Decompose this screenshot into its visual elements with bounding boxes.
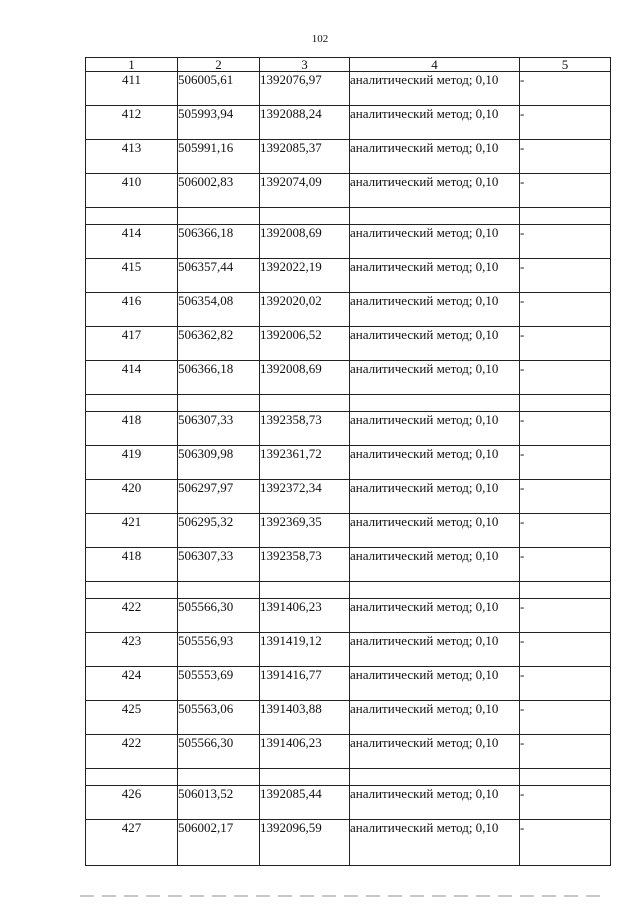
- method-accuracy-cell: аналитический метод; 0,10: [350, 667, 520, 701]
- empty-cell: [86, 582, 178, 599]
- y-coordinate-cell: 1392008,69: [260, 225, 350, 259]
- table-row: [86, 225, 611, 259]
- table-row: [86, 514, 611, 548]
- point-number-cell: 418: [86, 548, 178, 582]
- x-coordinate-cell: 506307,33: [178, 412, 260, 446]
- empty-cell: [178, 208, 260, 225]
- x-coordinate-cell: 505991,16: [178, 140, 260, 174]
- point-number-cell: 422: [86, 599, 178, 633]
- table-row: [86, 786, 611, 820]
- note-cell: -: [520, 548, 611, 582]
- empty-cell: [178, 769, 260, 786]
- point-number-cell: 422: [86, 735, 178, 769]
- empty-cell: [260, 769, 350, 786]
- x-coordinate-cell: 506307,33: [178, 548, 260, 582]
- empty-cell: [350, 582, 520, 599]
- x-coordinate-cell: 505566,30: [178, 735, 260, 769]
- x-coordinate-cell: 505993,94: [178, 106, 260, 140]
- note-cell: -: [520, 140, 611, 174]
- x-coordinate-cell: 506354,08: [178, 293, 260, 327]
- y-coordinate-cell: 1392085,44: [260, 786, 350, 820]
- table-row: [86, 140, 611, 174]
- method-accuracy-cell: аналитический метод; 0,10: [350, 514, 520, 548]
- x-coordinate-cell: 506002,83: [178, 174, 260, 208]
- point-number-cell: 415: [86, 259, 178, 293]
- note-cell: -: [520, 633, 611, 667]
- point-number-cell: 410: [86, 174, 178, 208]
- y-coordinate-cell: 1392372,34: [260, 480, 350, 514]
- point-number-cell: 411: [86, 72, 178, 106]
- y-coordinate-cell: 1392074,09: [260, 174, 350, 208]
- coordinates-table: [85, 57, 611, 866]
- footer-faint-text: [80, 895, 600, 897]
- table-row: [86, 701, 611, 735]
- method-accuracy-cell: аналитический метод; 0,10: [350, 446, 520, 480]
- note-cell: -: [520, 259, 611, 293]
- method-accuracy-cell: аналитический метод; 0,10: [350, 72, 520, 106]
- table-row: [86, 667, 611, 701]
- empty-cell: [350, 395, 520, 412]
- table-body: [86, 72, 611, 866]
- x-coordinate-cell: 506013,52: [178, 786, 260, 820]
- note-cell: -: [520, 786, 611, 820]
- y-coordinate-cell: 1392020,02: [260, 293, 350, 327]
- point-number-cell: 419: [86, 446, 178, 480]
- y-coordinate-cell: 1392076,97: [260, 72, 350, 106]
- point-number-cell: 416: [86, 293, 178, 327]
- method-accuracy-cell: аналитический метод; 0,10: [350, 327, 520, 361]
- y-coordinate-cell: 1392096,59: [260, 820, 350, 866]
- point-number-cell: 425: [86, 701, 178, 735]
- method-accuracy-cell: аналитический метод; 0,10: [350, 786, 520, 820]
- header-cell-3: 3: [260, 58, 350, 72]
- table-header-row: [86, 58, 611, 72]
- method-accuracy-cell: аналитический метод; 0,10: [350, 225, 520, 259]
- table-row: [86, 480, 611, 514]
- note-cell: -: [520, 225, 611, 259]
- note-cell: -: [520, 735, 611, 769]
- x-coordinate-cell: 506366,18: [178, 225, 260, 259]
- note-cell: -: [520, 480, 611, 514]
- y-coordinate-cell: 1392361,72: [260, 446, 350, 480]
- note-cell: -: [520, 412, 611, 446]
- empty-cell: [86, 208, 178, 225]
- method-accuracy-cell: аналитический метод; 0,10: [350, 548, 520, 582]
- header-cell-5: 5: [520, 58, 611, 72]
- empty-cell: [86, 769, 178, 786]
- point-number-cell: 424: [86, 667, 178, 701]
- method-accuracy-cell: аналитический метод; 0,10: [350, 293, 520, 327]
- table-row: [86, 446, 611, 480]
- empty-cell: [260, 208, 350, 225]
- x-coordinate-cell: 505556,93: [178, 633, 260, 667]
- note-cell: -: [520, 599, 611, 633]
- empty-cell: [178, 395, 260, 412]
- empty-cell: [178, 582, 260, 599]
- y-coordinate-cell: 1391419,12: [260, 633, 350, 667]
- point-number-cell: 418: [86, 412, 178, 446]
- table-row: [86, 174, 611, 208]
- page-number: 102: [311, 33, 329, 45]
- note-cell: -: [520, 106, 611, 140]
- y-coordinate-cell: 1392358,73: [260, 548, 350, 582]
- x-coordinate-cell: 506357,44: [178, 259, 260, 293]
- y-coordinate-cell: 1392006,52: [260, 327, 350, 361]
- method-accuracy-cell: аналитический метод; 0,10: [350, 701, 520, 735]
- y-coordinate-cell: 1391406,23: [260, 599, 350, 633]
- empty-cell: [86, 395, 178, 412]
- point-number-cell: 426: [86, 786, 178, 820]
- x-coordinate-cell: 506297,97: [178, 480, 260, 514]
- method-accuracy-cell: аналитический метод; 0,10: [350, 361, 520, 395]
- method-accuracy-cell: аналитический метод; 0,10: [350, 820, 520, 866]
- point-number-cell: 414: [86, 361, 178, 395]
- note-cell: -: [520, 446, 611, 480]
- table-row: [86, 327, 611, 361]
- point-number-cell: 413: [86, 140, 178, 174]
- table-row: [86, 735, 611, 769]
- empty-cell: [520, 582, 611, 599]
- point-number-cell: 414: [86, 225, 178, 259]
- method-accuracy-cell: аналитический метод; 0,10: [350, 259, 520, 293]
- table-row: [86, 412, 611, 446]
- note-cell: -: [520, 514, 611, 548]
- x-coordinate-cell: 506295,32: [178, 514, 260, 548]
- table-separator-row: [86, 769, 611, 786]
- y-coordinate-cell: 1392008,69: [260, 361, 350, 395]
- y-coordinate-cell: 1392088,24: [260, 106, 350, 140]
- empty-cell: [260, 395, 350, 412]
- table-row: [86, 548, 611, 582]
- point-number-cell: 420: [86, 480, 178, 514]
- y-coordinate-cell: 1392358,73: [260, 412, 350, 446]
- table-row: [86, 599, 611, 633]
- header-cell-1: 1: [86, 58, 178, 72]
- table-row: [86, 361, 611, 395]
- x-coordinate-cell: 506362,82: [178, 327, 260, 361]
- x-coordinate-cell: 505563,06: [178, 701, 260, 735]
- header-cell-2: 2: [178, 58, 260, 72]
- y-coordinate-cell: 1392022,19: [260, 259, 350, 293]
- empty-cell: [350, 769, 520, 786]
- point-number-cell: 412: [86, 106, 178, 140]
- table-row: [86, 820, 611, 866]
- empty-cell: [350, 208, 520, 225]
- note-cell: -: [520, 667, 611, 701]
- method-accuracy-cell: аналитический метод; 0,10: [350, 412, 520, 446]
- y-coordinate-cell: 1392369,35: [260, 514, 350, 548]
- method-accuracy-cell: аналитический метод; 0,10: [350, 735, 520, 769]
- x-coordinate-cell: 505566,30: [178, 599, 260, 633]
- note-cell: -: [520, 361, 611, 395]
- header-cell-4: 4: [350, 58, 520, 72]
- x-coordinate-cell: 506309,98: [178, 446, 260, 480]
- table-separator-row: [86, 395, 611, 412]
- point-number-cell: 421: [86, 514, 178, 548]
- empty-cell: [520, 395, 611, 412]
- y-coordinate-cell: 1391403,88: [260, 701, 350, 735]
- x-coordinate-cell: 505553,69: [178, 667, 260, 701]
- note-cell: -: [520, 701, 611, 735]
- table-row: [86, 72, 611, 106]
- table-row: [86, 293, 611, 327]
- table-row: [86, 259, 611, 293]
- point-number-cell: 417: [86, 327, 178, 361]
- note-cell: -: [520, 327, 611, 361]
- x-coordinate-cell: 506005,61: [178, 72, 260, 106]
- method-accuracy-cell: аналитический метод; 0,10: [350, 140, 520, 174]
- empty-cell: [520, 769, 611, 786]
- method-accuracy-cell: аналитический метод; 0,10: [350, 480, 520, 514]
- x-coordinate-cell: 506002,17: [178, 820, 260, 866]
- point-number-cell: 427: [86, 820, 178, 866]
- x-coordinate-cell: 506366,18: [178, 361, 260, 395]
- y-coordinate-cell: 1392085,37: [260, 140, 350, 174]
- empty-cell: [520, 208, 611, 225]
- y-coordinate-cell: 1391406,23: [260, 735, 350, 769]
- method-accuracy-cell: аналитический метод; 0,10: [350, 599, 520, 633]
- method-accuracy-cell: аналитический метод; 0,10: [350, 174, 520, 208]
- note-cell: -: [520, 72, 611, 106]
- note-cell: -: [520, 820, 611, 866]
- point-number-cell: 423: [86, 633, 178, 667]
- empty-cell: [260, 582, 350, 599]
- table-separator-row: [86, 582, 611, 599]
- table-separator-row: [86, 208, 611, 225]
- y-coordinate-cell: 1391416,77: [260, 667, 350, 701]
- note-cell: -: [520, 293, 611, 327]
- method-accuracy-cell: аналитический метод; 0,10: [350, 106, 520, 140]
- note-cell: -: [520, 174, 611, 208]
- table-row: [86, 633, 611, 667]
- method-accuracy-cell: аналитический метод; 0,10: [350, 633, 520, 667]
- table-row: [86, 106, 611, 140]
